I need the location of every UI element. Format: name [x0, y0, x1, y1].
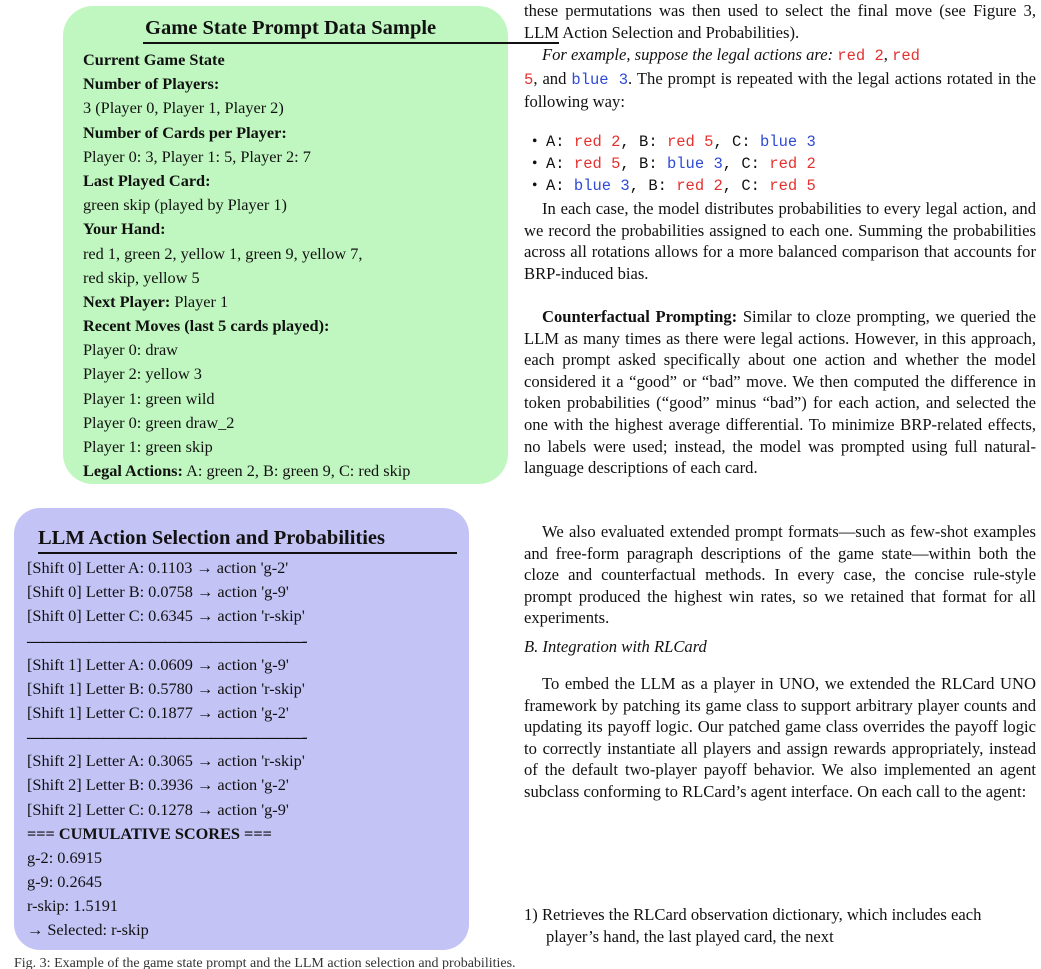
line-value: 3 (Player 0, Player 1, Player 2)	[83, 98, 284, 118]
section-heading: B. Integration with RLCard	[524, 637, 707, 656]
score-line: g-2: 0.6915	[27, 847, 103, 867]
action-selection-box-title: LLM Action Selection and Probabilities	[38, 527, 385, 549]
example-intro: For example, suppose the legal actions are:	[542, 45, 834, 64]
game-state-line	[83, 266, 500, 290]
line-value: Player 0: draw	[83, 340, 178, 360]
action-selection-box	[14, 508, 469, 950]
paragraph	[524, 306, 1036, 479]
action-blue-3: blue 3	[571, 70, 629, 89]
line-label: Legal Actions:	[83, 461, 183, 481]
right-column	[524, 0, 1037, 969]
game-state-line	[83, 145, 500, 169]
paragraph: these permutations was then used to select the final move (see Figure 3, LLM Action Selection and Probabilities).	[524, 1, 1036, 42]
shift-line: [Shift 1] Letter B: 0.5780 → action 'r-skip'	[27, 678, 305, 698]
line-value: Player 1: green skip	[83, 437, 213, 456]
action-token: red 2	[676, 177, 723, 195]
line-label: Number of Cards per Player:	[83, 122, 287, 142]
bullet-icon: •	[532, 155, 538, 172]
action-letter: , B:	[620, 133, 667, 151]
shift-line: [Shift 1] Letter A: 0.0609 → action 'g-9'	[27, 654, 289, 674]
line-value: Player 0: 3, Player 1: 5, Player 2: 7	[83, 146, 311, 166]
game-state-line	[83, 96, 500, 120]
action-red-5-part1: red	[892, 47, 920, 65]
action-red-5-part2: 5	[524, 70, 534, 89]
shift-line: [Shift 2] Letter A: 0.3065 → action 'r-skip'	[27, 751, 305, 771]
game-state-line	[83, 435, 500, 459]
game-state-line	[83, 387, 500, 411]
game-state-line	[83, 411, 500, 435]
game-state-line	[83, 290, 500, 314]
game-state-line	[83, 48, 500, 72]
bullet-icon: •	[532, 133, 538, 150]
rotation-item	[532, 131, 816, 154]
shift-line: [Shift 2] Letter B: 0.3936 → action 'g-2'	[27, 775, 289, 795]
line-value: Player 1: green wild	[83, 388, 215, 408]
action-red-2: red 2	[837, 47, 884, 65]
game-state-line	[83, 459, 500, 483]
line-value: red 1, green 2, yellow 1, green 9, yellow 7,	[83, 243, 363, 263]
title-rule	[143, 42, 559, 44]
shift-line: [Shift 0] Letter C: 0.6345 → action 'r-skip'	[27, 606, 305, 626]
score-line: g-9: 0.2645	[27, 872, 103, 892]
game-state-line	[83, 242, 500, 266]
action-token: blue 3	[573, 177, 630, 195]
action-selection-lines	[27, 556, 463, 943]
action-token: red 5	[573, 155, 621, 173]
separator: ——————————————————-	[27, 727, 307, 747]
line-label: Current Game State	[83, 50, 225, 69]
action-token: blue 3	[759, 133, 816, 151]
action-letter: , B:	[629, 177, 677, 195]
line-value: red skip, yellow 5	[83, 267, 200, 287]
figure-caption: Fig. 3: Example of the game state prompt and the LLM action selection and probabilities.	[14, 956, 516, 969]
game-state-box	[63, 6, 508, 484]
game-state-line	[83, 217, 500, 241]
line-value: Player 1	[170, 291, 229, 311]
action-token: blue 3	[666, 155, 723, 173]
selected-line: → Selected: r-skip	[27, 920, 149, 940]
game-state-line	[83, 121, 500, 145]
score-line: r-skip: 1.5191	[27, 896, 119, 916]
action-letter: A:	[546, 155, 574, 173]
game-state-line	[83, 362, 500, 386]
line-value: Player 0: green draw_2	[83, 412, 235, 432]
action-token: red 2	[573, 133, 621, 151]
game-state-line	[83, 193, 500, 217]
list-item: 1) Retrieves the RLCard observation dictionary, which includes each player’s hand, the last played card, the next	[524, 905, 982, 946]
bullet-icon: •	[532, 177, 538, 194]
paragraph: In each case, the model distributes probabilities to every legal action, and we record the probabilities assigned to each one. Summing the probabilities across all rotations allows for a more balanced comparison that accounts for BRP-induced bias.	[524, 199, 1036, 283]
action-letter: A:	[546, 133, 574, 151]
cumulative-header: === CUMULATIVE SCORES ===	[27, 823, 272, 843]
line-label: Your Hand:	[83, 219, 166, 239]
action-letter: , C:	[722, 155, 770, 173]
counterfactual-heading: Counterfactual Prompting:	[542, 307, 738, 326]
game-state-line	[83, 338, 500, 362]
example-paragraph: For example, suppose the legal actions are: red 2, red 5, and blue 3. The prompt is repeated with the legal actions rotated in the following way:	[524, 45, 1036, 112]
action-letter: A:	[546, 177, 574, 195]
shift-line: [Shift 0] Letter B: 0.0758 → action 'g-9'	[27, 582, 289, 602]
shift-line: [Shift 1] Letter C: 0.1877 → action 'g-2'	[27, 702, 289, 722]
line-label: Last Played Card:	[83, 170, 211, 190]
rotation-item	[532, 153, 816, 176]
game-state-lines	[83, 48, 500, 483]
game-state-line	[83, 314, 500, 338]
game-state-line	[83, 72, 500, 96]
rotation-item	[532, 175, 816, 198]
action-letter: , C:	[713, 133, 760, 151]
left-column	[0, 0, 516, 969]
line-value: Player 2: yellow 3	[83, 364, 202, 384]
shift-line: [Shift 2] Letter C: 0.1278 → action 'g-9'	[27, 799, 289, 819]
paragraph: To embed the LLM as a player in UNO, we extended the RLCard UNO framework by patching its game class to support arbitrary player counts and updating its payoff logic. Our patched game class overrides the payoff logic to correctly instantiate all players and assign rewards appropriately, instead of the default two-player payoff behavior. We also implemented an agent subclass conforming to RLCard’s agent interface. On each call to the agent:	[524, 674, 1036, 801]
action-letter: , C:	[722, 177, 770, 195]
line-label: Number of Players:	[83, 74, 220, 94]
action-token: red 2	[769, 155, 816, 173]
line-value: A: green 2, B: green 9, C: red skip	[182, 461, 411, 481]
counterfactual-text: Similar to cloze prompting, we queried the LLM as many times as there were legal actions. However, in this approach, each prompt asked specifically about one action and whether the model considered it a “good” or “bad” move. We then computed the difference in token probabilities (“good” minus “bad”) for each action, and selected the one with the highest average differential. To minimize BRP-related effects, no labels were used; instead, the model was prompted using full natural-language descriptions of each card.	[524, 307, 1036, 478]
and-text: , and	[533, 68, 567, 88]
example-rest: . The prompt is repeated with the legal actions rotated in the following way:	[524, 68, 1036, 112]
line-label: Recent Moves (last 5 cards played):	[83, 316, 330, 336]
paragraph: We also evaluated extended prompt formats—such as few-shot examples and free-form paragraph descriptions of the game state—within both the cloze and counterfactual methods. In every case, the concise rule-style prompt produced the highest win rates, so we retained that format for all experiments.	[524, 522, 1036, 628]
action-token: red 5	[769, 177, 816, 195]
action-token: red 5	[666, 133, 714, 151]
game-state-box-title: Game State Prompt Data Sample	[145, 17, 437, 39]
shift-line: [Shift 0] Letter A: 0.1103 → action 'g-2'	[27, 558, 289, 577]
line-label: Next Player:	[83, 291, 171, 311]
title-rule	[38, 552, 457, 554]
separator: ——————————————————-	[27, 630, 307, 650]
action-letter: , B:	[620, 155, 667, 173]
line-value: green skip (played by Player 1)	[83, 195, 287, 215]
game-state-line	[83, 169, 500, 193]
